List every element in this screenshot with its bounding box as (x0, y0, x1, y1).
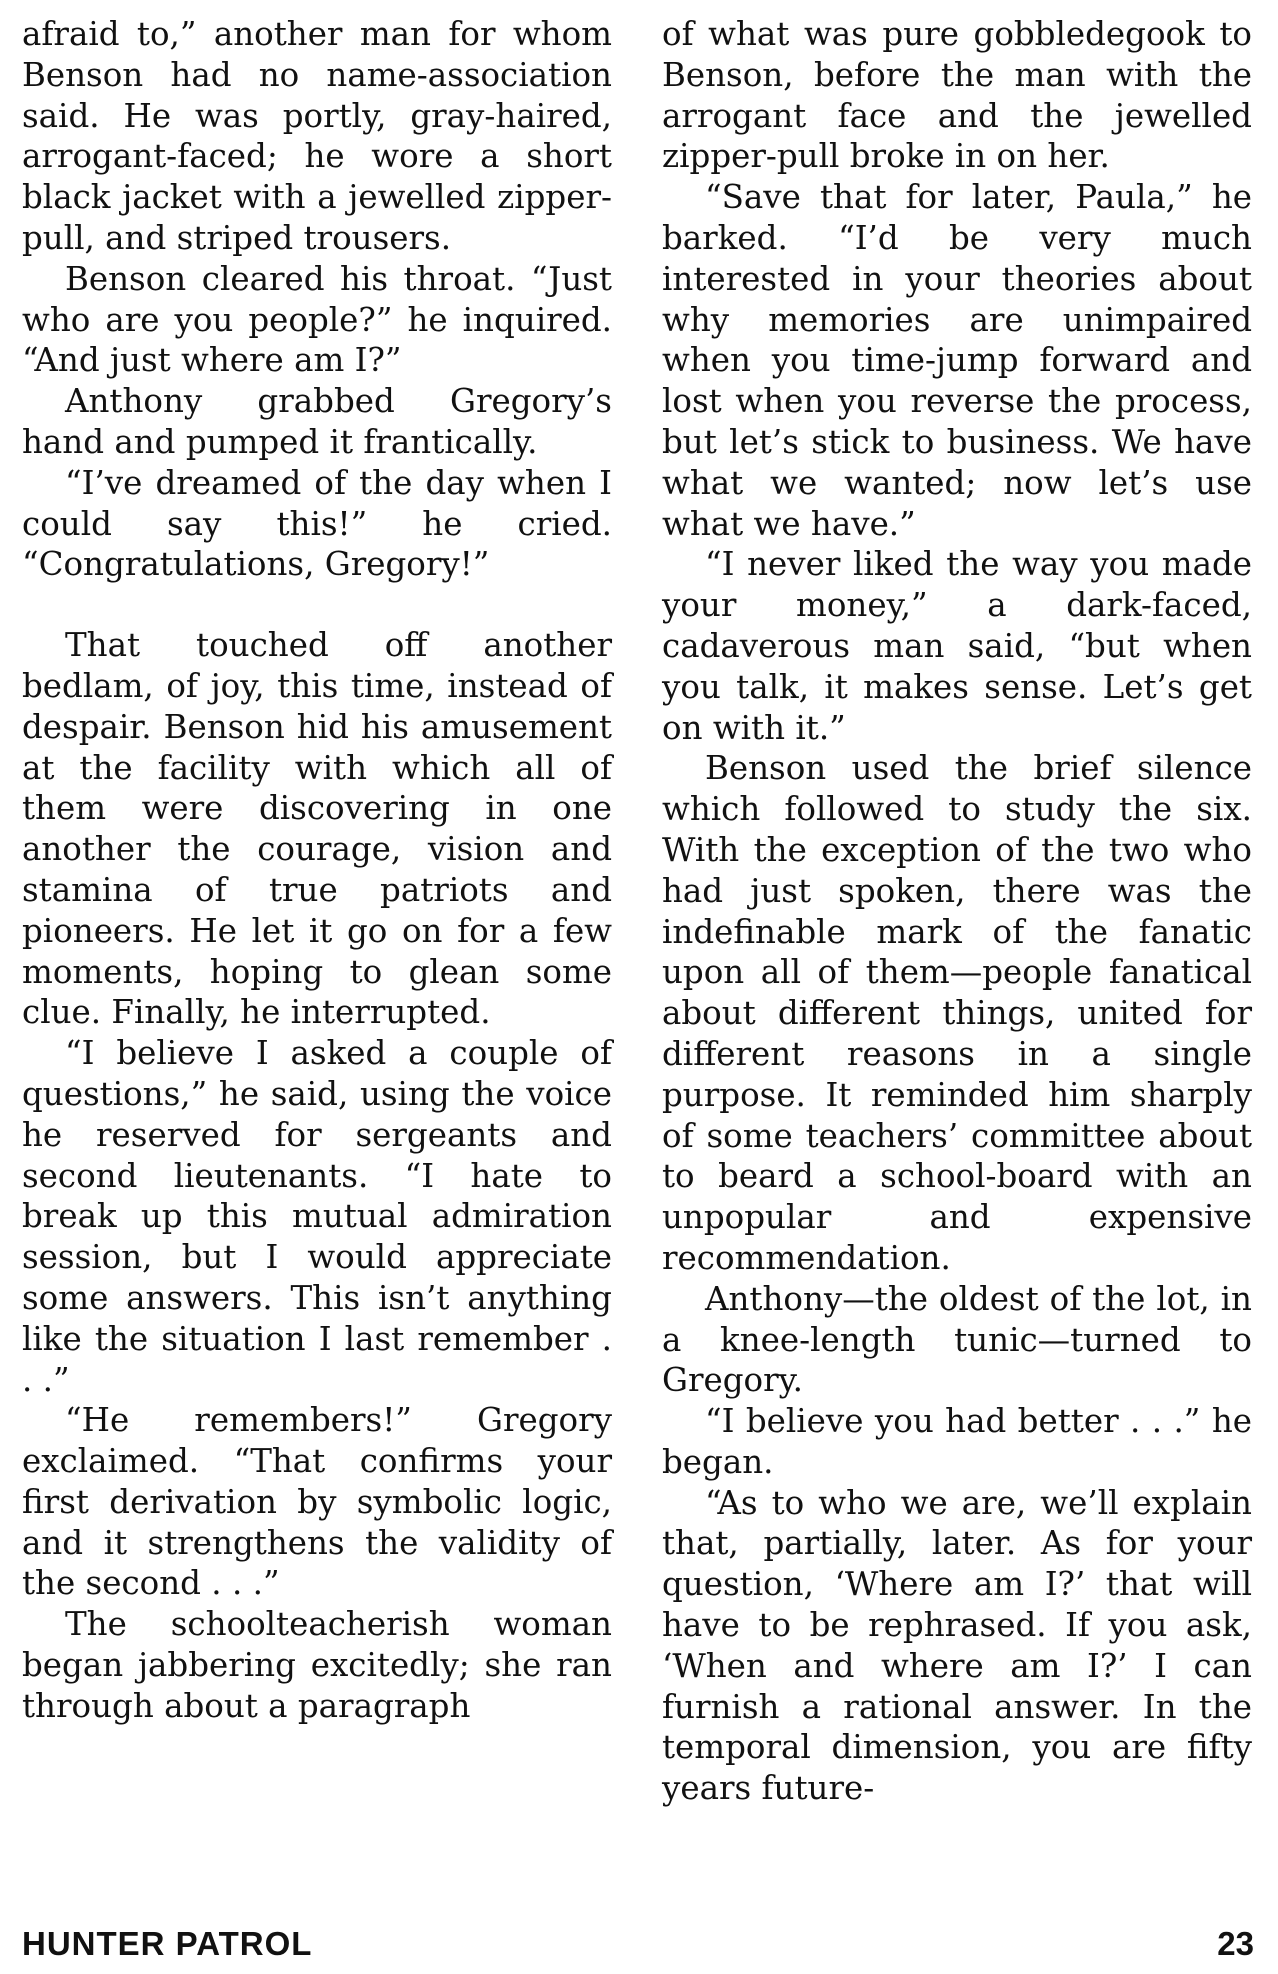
paragraph: “Save that for later, Paula,” he barked. “I’d be very much interested in your theories about why memories are unimpaired when you time-jump forward and lost when you reverse the process, but let’s stick to business. We have what we wanted; now let’s use what we have.” (662, 178, 1252, 543)
running-title: HUNTER PATROL (22, 1925, 313, 1962)
paragraph: “I’ve dreamed of the day when I could say this!” he cried. “Congratulations, Gregory!” (22, 463, 612, 584)
page-number: 23 (1217, 1925, 1254, 1962)
paragraph: “I believe I asked a couple of questions,” he said, using the voice he reserved for sergeants and second lieutenants. “I hate to break up this mutual admiration session, but I would appreciate some answers. This isn’t anything like the situation I last remember . . .” (22, 1034, 612, 1399)
paragraph: Anthony—the oldest of the lot, in a knee-length tunic—turned to Gregory. (662, 1279, 1252, 1400)
paragraph: “I never liked the way you made your money,” a dark-faced, cadaverous man said, “but when you talk, it makes sense. Let’s get on with it.” (662, 545, 1252, 747)
paragraph: That touched off another bedlam, of joy, this time, instead of despair. Benson hid his amusement at the facility with which all of them were discovering in one another the courage, vision and stamina of true patriots and pioneers. He let it go on for a few moments, hoping to glean some clue. Finally, he interrupted. (22, 626, 612, 1032)
paragraph: Anthony grabbed Gregory’s hand and pumped it frantically. (22, 382, 612, 461)
right-column (662, 14, 1252, 1809)
page-footer (22, 1922, 1254, 1966)
left-column (22, 14, 612, 1727)
paragraph: of what was pure gobbledegook to Benson, before the man with the arrogant face and the jewelled zipper-pull broke in on her. (662, 15, 1252, 176)
paragraph: “He remembers!” Gregory exclaimed. “That confirms your first derivation by symbolic logic, and it strengthens the validity of the second . . .” (22, 1401, 612, 1603)
paragraph: Benson cleared his throat. “Just who are you people?” he inquired. “And just where am I?” (22, 259, 612, 380)
paragraph: The schoolteacherish woman began jabbering excitedly; she ran through about a paragraph (22, 1605, 612, 1725)
paragraph: afraid to,” another man for whom Benson had no name-association said. He was portly, gray-haired, arrogant-faced; he wore a short black jacket with a jewelled zipper-pull, and striped trousers. (22, 15, 612, 257)
paragraph: “As to who we are, we’ll explain that, partially, later. As for your question, ‘Where am I?’ that will have to be rephrased. If you ask, ‘When and where am I?’ I can furnish a rational answer. In the temporal dimension, you are fifty years future- (662, 1483, 1252, 1808)
paragraph: “I believe you had better . . .” he began. (662, 1402, 1252, 1481)
paragraph: Benson used the brief silence which followed to study the six. With the exception of the two who had just spoken, there was the indefinable mark of the fanatic upon all of them—people fanatical about different things, united for different reasons in a single purpose. It reminded him sharply of some teachers’ committee about to beard a school-board with an unpopular and expensive recommendation. (662, 749, 1252, 1277)
